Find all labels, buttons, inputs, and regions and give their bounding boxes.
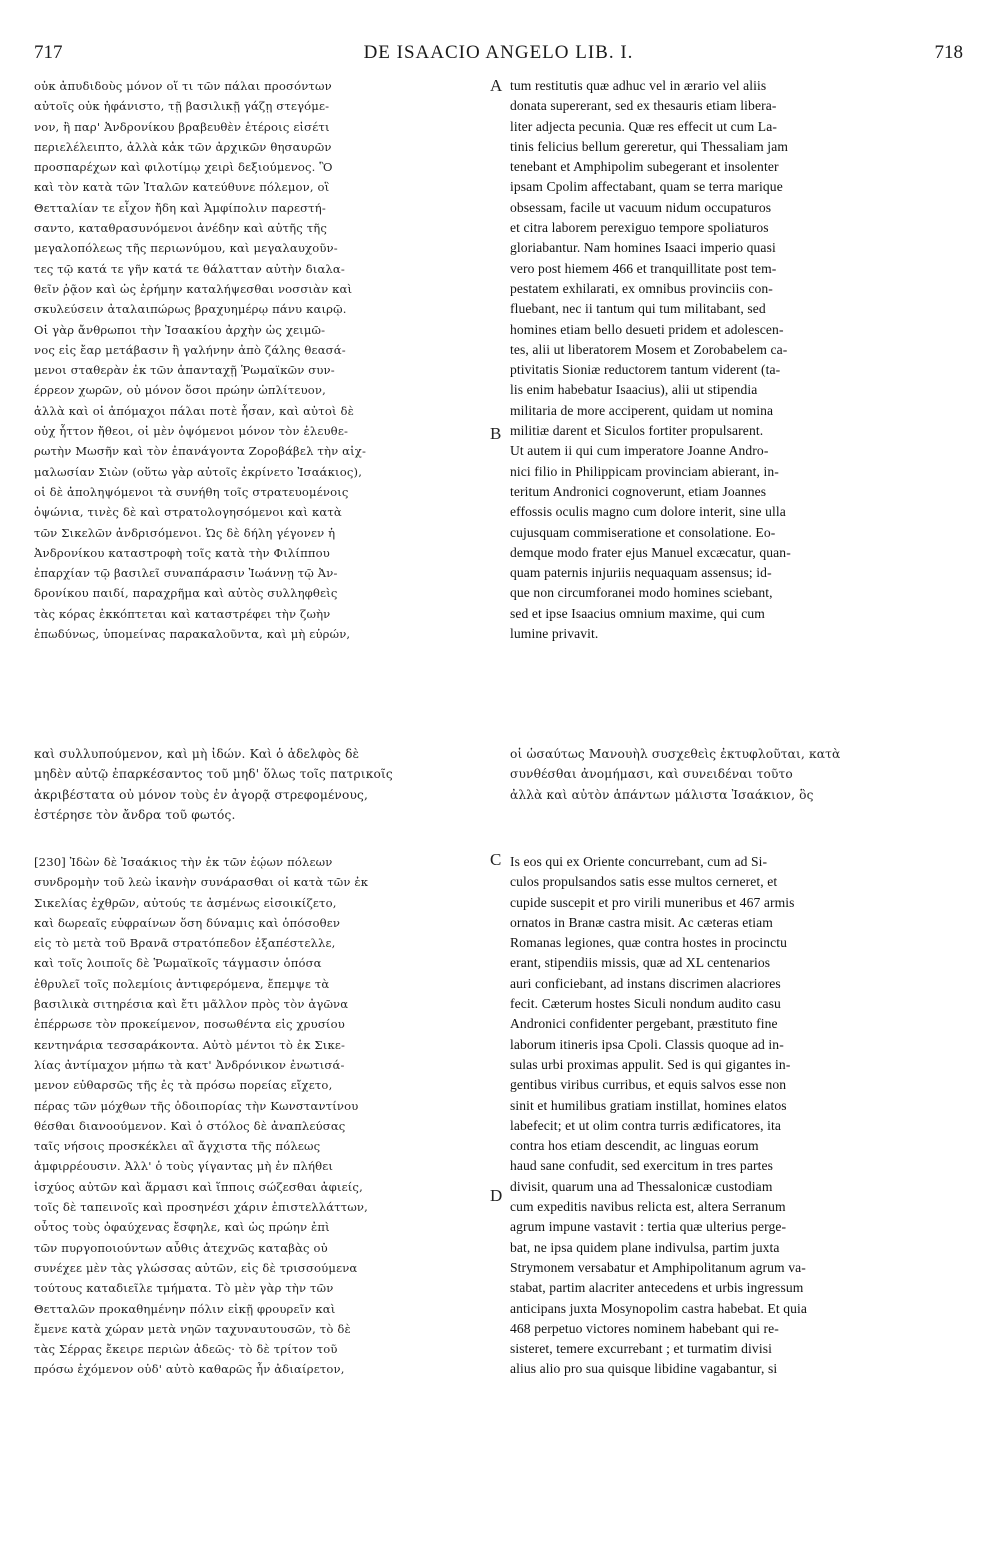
greek-line: έρρεον χωρῶν, οὐ μόνον ὅσοι πρώην ὡπλίτευον, (34, 383, 326, 398)
page-number-left: 717 (34, 42, 63, 63)
latin-line: Is eos qui ex Oriente concurrebant, cum ad Si- (510, 854, 768, 869)
greek-line: οὗτος τοὺς ὀφαύχενας ἔσφηλε, καὶ ὡς πρώην ἐπὶ (34, 1220, 330, 1235)
latin-line: erant, stipendiis missis, quæ ad XL centenarios (510, 955, 771, 971)
latin-line: liter adjecta pecunia. Quæ res effecit ut cum La- (510, 118, 777, 134)
latin-line: haud sane confudit, sed exercitum in tres partes (510, 1158, 773, 1174)
full-line-left: ἐστέρησε τὸν ἄνδρα τοῦ φωτός. (34, 807, 236, 822)
latin-line: agrum impune vastavit : tertia quæ ulterius perge- (510, 1219, 787, 1235)
greek-line: οὐκ ἀπυδιδοὺς μόνον οἵ τι τῶν πάλαι προσόντων (34, 79, 332, 93)
latin-line: sisteret, temere excurrebant ; et turmatim divisi (510, 1341, 772, 1357)
latin-line: cum expeditis navibus relicta est, altera Serranum (510, 1199, 786, 1215)
greek-line: ἐπωδύνως, ὑπομείνας παρακαλοῦντα, καὶ μὴ εὑρών, (34, 627, 351, 642)
latin-line: ornatos in Branæ castra misit. Ac cæteras etiam (510, 914, 773, 930)
greek-line: πέρας τῶν μόχθων τῆς ὁδοιπορίας τὴν Κωνσταντίνου (34, 1098, 359, 1113)
greek-line: ἐπαρχίαν τῷ βασιλεῖ συναπάρασιν Ἰωάννῃ τῷ Ἀν- (34, 566, 338, 581)
latin-line: tum restitutis quæ adhuc vel in ærario vel aliis (510, 78, 767, 93)
greek-line: αὐτοῖς οὐκ ἠφάνιστο, τῇ βασιλικῇ γάζῃ στεγόμε- (34, 99, 330, 114)
latin-line: ipsam Cpolim affectabant, quam se terra marique (510, 179, 783, 195)
greek-line: μενον εὐθαρσῶς τῆς ἐς τὰ πρόσω πορείας εἴχετο, (34, 1078, 333, 1093)
full-width-line (34, 744, 964, 764)
greek-line: καὶ τὸν κατὰ τῶν Ἰταλῶν κατεύθυνε πόλεμον, οἳ (34, 180, 330, 195)
greek-line: κεντηνάρια τεσσαράκοντα. Αὐτὸ μέντοι τὸ ἐκ Σικε- (34, 1037, 346, 1052)
latin-line: contra hos etiam descendit, ac linguas eorum (510, 1138, 759, 1154)
greek-line: μενοι σταθερὰν ἐκ τῶν ἁπανταχῇ Ῥωμαϊκῶν συν- (34, 363, 335, 378)
latin-column-1 (510, 76, 966, 644)
latin-line: ptivitatis Sioniæ reductorem tantum viderent (ta- (510, 362, 781, 378)
latin-line: teritum Andronici cognoverunt, etiam Joannes (510, 483, 767, 499)
marker-c: C (490, 850, 502, 869)
latin-line: effossis oculis magno cum dolore interit, sine ulla (510, 504, 786, 520)
latin-line: pestatem exhilarati, ex omnibus provinciis con- (510, 280, 773, 296)
marker-d: D (490, 1186, 503, 1205)
greek-line: ταῖς νήσοις προσκέκλει αἳ ἄγχιστα τῆς πόλεως (34, 1139, 321, 1154)
latin-line: militaria de more acciperent, quidam ut nomina (510, 402, 774, 418)
greek-line: ὀψώνια, τινὲς δὲ καὶ στρατολογησόμενοι καὶ κατὰ (34, 505, 342, 520)
greek-line: τες τῷ κατά τε γῆν κατά τε θάλατταν αὐτὴν διαλα- (34, 261, 345, 276)
greek-line: Οἱ γὰρ ἄνθρωποι τὴν Ἰσαακίου ἀρχὴν ὡς χειμῶ- (34, 322, 326, 337)
latin-line: auri conficiebant, ad instans discrimen alacriores (510, 975, 781, 991)
greek-line: μαλωσίαν Σιὼν (οὕτω γὰρ αὐτοῖς ἐκρίνετο Ἰσαάκιος), (34, 464, 363, 479)
latin-line: tinis felicius bellum gereretur, qui Thessaliam jam (510, 138, 788, 154)
full-width-line (34, 764, 964, 784)
latin-line: Romanas legiones, quæ contra hostes in procinctu (510, 935, 787, 951)
greek-line: σκυλεύσειν ἀταλαιπώρως βραχυημέρῳ πάνυ καιρῷ. (34, 302, 347, 317)
latin-line: vero post hiemem 466 et tranquillitate post tem- (510, 260, 777, 276)
latin-line: donata supererant, sed ex thesauris etiam libera- (510, 98, 777, 114)
full-line-right: συνθέσθαι ἀνομήμασι, καὶ συνειδέναι τοῦτο (510, 767, 793, 782)
greek-line: τῶν πυργοποιούντων αὖθις ἀτεχνῶς καταβὰς οὐ (34, 1240, 328, 1255)
latin-line: cujusquam commiseratione et consolatione. Eo- (510, 524, 776, 540)
greek-line: οὐχ ἧττον ἤθεοι, οἱ μὲν ὀψόμενοι μόνον τὸν ἐλευθε- (34, 424, 349, 439)
latin-line: cupide suscepit et pro virili muneribus et 467 armis (510, 894, 795, 910)
latin-line: gentibus viribus curribus, et equis salvos esse non (510, 1077, 787, 1093)
greek-line: Θετταλῶν προκαθημένην πόλιν εἰκῇ φρουρεῖν καὶ (34, 1301, 336, 1316)
greek-line: καὶ δωρεαῖς εὐφραίνων ὅση δύναμις καὶ ὁπόσοθεν (34, 915, 341, 930)
latin-line: Strymonem versabatur et Amphipolitanum agrum va- (510, 1259, 806, 1275)
latin-line: sed et ipse Isaacius omnium maxime, qui cum (510, 605, 765, 621)
greek-line: Σικελίας ἐχθρῶν, αὐτούς τε ἀσμένως εἰσοικίζετο, (34, 895, 337, 910)
full-line-left: καὶ συλλυπούμενον, καὶ μὴ ἰδών. Καὶ ὁ ἀδελφὸς δὲ (34, 747, 360, 761)
greek-line: θεῖν ῥᾷον καὶ ὡς ἐρήμην καταλήψεσθαι νοσσιὰν καὶ (34, 281, 353, 296)
greek-column-1 (34, 76, 486, 644)
greek-line: βασιλικὰ σιτηρέσια καὶ ἔτι μᾶλλον πρὸς τὸν ἀγῶνα (34, 997, 349, 1012)
latin-line: fluebant, nec ii tantum qui tum militabant, sed (510, 301, 766, 317)
full-line-left: ἀκριβέστατα οὐ μόνον τοὺς ἐν ἀγορᾷ στρεφομένους, (34, 787, 369, 802)
latin-line: quam paternis injuriis nequaquam assensus; id- (510, 565, 772, 581)
latin-line: que non circumforanei modo homines sciebant, (510, 585, 773, 601)
greek-line: ρωτὴν Μωσῆν καὶ τὸν ἐπανάγοντα Ζοροβάβελ τὴν αἰχ- (34, 444, 367, 459)
latin-line: tes, alii ut liberatorem Mosem et Zorobabelem ca- (510, 341, 788, 357)
greek-line: δρονίκου παιδί, παραχρῆμα καὶ αὐτὸς συλληφθεὶς (34, 586, 338, 601)
greek-line: λίας ἀντίμαχον μήπω τὰ κατ' Ἀνδρόνικον ἐνωτισά- (34, 1057, 345, 1072)
greek-line: [230] Ἰδὼν δὲ Ἰσαάκιος τὴν ἐκ τῶν ἐῴων πόλεων (34, 855, 333, 869)
greek-line: Ἀνδρονίκου καταστροφὴ τοῖς κατὰ τὴν Φιλίππου (34, 545, 330, 560)
latin-line: Andronici confidenter pergebant, præstituto fine (510, 1016, 778, 1032)
greek-line: ἔμενε κατὰ χώραν μετὰ νηῶν ταχυναυτουσῶν, τὸ δὲ (34, 1321, 351, 1336)
greek-line: πρόσω ἐχόμενον οὐδ' αὐτὸ καθαρῶς ἦν ἀδιαίρετον, (34, 1362, 345, 1377)
latin-line: bat, ne ipsa quidem plane indivulsa, partim juxta (510, 1239, 780, 1255)
greek-line: ἀλλὰ καὶ οἱ ἀπόμαχοι πάλαι ποτὲ ἦσαν, καὶ αὐτοὶ δὲ (34, 403, 354, 418)
greek-line: Θετταλίαν τε εἶχον ἤδη καὶ Ἀμφίπολιν παρεστή- (34, 200, 326, 215)
latin-line: divisit, quarum una ad Thessalonicæ custodiam (510, 1178, 773, 1194)
latin-line: 468 perpetuo victores nominem habebant qui re- (510, 1320, 779, 1336)
full-width-line (34, 785, 964, 805)
latin-line: labefecit; et ut olim contra turris ædificatores, ita (510, 1117, 782, 1133)
greek-line: τούτους καταδιεῖλε τμήματα. Τὸ μὲν γὰρ τὴν τῶν (34, 1281, 334, 1296)
greek-line: σαντο, καταθρασυνόμενοι ἀνέδην καὶ αὐτῆς τῆς (34, 221, 328, 236)
latin-line: lumine privavit. (510, 626, 599, 642)
page-number-right: 718 (934, 42, 963, 63)
greek-line: περιελέλειπτο, ἀλλὰ κἀκ τῶν ἀρχικῶν θησαυρῶν (34, 139, 332, 154)
full-width-lines (34, 744, 964, 826)
greek-line: τὰς Σέρρας ἔκειρε περιὼν ἀδεῶς· τὸ δὲ τρίτον τοῦ (34, 1342, 338, 1357)
latin-line: gloriabantur. Nam homines Isaaci imperio quasi (510, 240, 776, 256)
latin-line: militiæ darent et Siculos fortiter propulsarent. (510, 423, 764, 439)
latin-line: sulas urbi proximas appulit. Sed is qui gigantes in- (510, 1056, 791, 1072)
greek-line: τῶν Σικελῶν ἀνδρισόμενοι. Ὡς δὲ δήλη γέγονεν ἡ (34, 525, 336, 540)
latin-line: demque modo frater ejus Manuel excæcatur, quan- (510, 544, 791, 560)
latin-line: culos propulsandos satis esse multos cerneret, et (510, 874, 778, 890)
latin-line: sinit et humilibus gratiam instillat, homines elatos (510, 1097, 787, 1113)
marker-a: A (490, 76, 503, 95)
full-line-left: μηδὲν αὐτῷ ἐπαρκέσαντος τοῦ μηδ' ὅλως τοῖς πατρικοῖς (34, 767, 393, 782)
full-line-right: οἱ ὡσαύτως Μανουὴλ συσχεθεὶς ἐκτυφλοῦται, κατὰ (510, 747, 841, 761)
greek-line: τὰς κόρας ἐκκόπτεται καὶ καταστρέφει τὴν ζωὴν (34, 606, 331, 621)
latin-line: laborum itineris ipsa Cpoli. Classis quoque ad in- (510, 1036, 784, 1052)
marker-b: B (490, 424, 502, 443)
greek-line: συνέχεε μὲν τὰς γλώσσας αὐτῶν, εἰς δὲ τρισσούμενα (34, 1260, 358, 1275)
latin-line: lis enim habebatur Isaacius), alii ut stipendia (510, 382, 758, 398)
greek-line: ἀμφιρρέουσιν. Ἀλλ' ὁ τοὺς γίγαντας μὴ ἐν πλήθει (34, 1159, 334, 1174)
latin-column-2 (510, 852, 966, 1380)
greek-line: νος εἰς ἔαρ μετάβασιν ἢ γαλήνην ἀπὸ ζάλης θεασά- (34, 342, 346, 357)
latin-line: nici filio in Philippicam provinciam abierant, in- (510, 463, 779, 479)
full-line-right: ἀλλὰ καὶ αὐτὸν ἁπάντων μάλιστα Ἰσαάκιον, ὃς (510, 787, 814, 802)
greek-line: νον, ἢ παρ' Ἀνδρονίκου βραβευθὲν ἑτέροις εἰσέτι (34, 119, 330, 134)
greek-line: προσπαρέχων καὶ φιλοτίμῳ χειρὶ δεξιούμενος. Ὃ (34, 160, 333, 175)
latin-line: et citra laborem perexiguo tempore spoliaturos (510, 220, 769, 236)
latin-line: Ut autem ii qui cum imperatore Joanne Andro- (510, 443, 769, 459)
latin-line: stabat, partim alacriter antecedens et urbis ingressum (510, 1280, 804, 1296)
full-width-line (34, 805, 964, 825)
greek-line: μεγαλοπόλεως τῆς περιωνύμου, καὶ μεγαλαυχοῦν- (34, 241, 338, 256)
greek-line: εἰς τὸ μετὰ τοῦ Βρανᾶ στρατόπεδον ἐξαπέστελλε, (34, 936, 336, 951)
greek-line: ἐπέρρωσε τὸν προκείμενον, ποσωθέντα εἰς χρυσίου (34, 1017, 345, 1032)
greek-column-2 (34, 852, 486, 1380)
greek-line: οἱ δὲ ἀποληψόμενοι τὰ συνήθη τοῖς στρατευομένοις (34, 484, 349, 499)
running-title: DE ISAACIO ANGELO LIB. I. (363, 42, 634, 63)
latin-line: fecit. Cæterum hostes Siculi nondum audito casu (510, 996, 781, 1012)
greek-line: τοῖς δὲ ταπεινοῖς καὶ προσηνέσι χάριν ἐπιστελλάττων, (34, 1200, 368, 1215)
greek-line: καὶ τοῖς λοιποῖς δὲ Ῥωμαϊκοῖς τάγμασιν ὁπόσα (34, 956, 322, 971)
greek-line: συνδρομὴν τοῦ λεὼ ἱκανὴν συνάρασθαι οἱ κατὰ τῶν ἐκ (34, 875, 369, 890)
greek-line: ἐθρυλεῖ τοῖς πολεμίοις ἀντιφερόμενα, ἔπεμψε τὰ (34, 976, 330, 991)
latin-line: tenebant et Amphipolim subegerant et insolenter (510, 159, 779, 175)
greek-line: ἰσχύος αὐτῶν καὶ ἅρμασι καὶ ἵπποις σώζεσθαι ἀφιείς, (34, 1179, 363, 1194)
greek-line: θέσθαι διανοούμενον. Καὶ ὁ στόλος δὲ ἀναπλεύσας (34, 1118, 346, 1133)
latin-line: anticipans juxta Mosynopolim castra habebat. Et quia (510, 1300, 808, 1316)
latin-line: alius alio pro sua quisque libidine vagabantur, si (510, 1361, 778, 1377)
latin-line: obsessam, facile ut vacuum nidum occupaturos (510, 199, 772, 215)
page-header (34, 42, 963, 72)
latin-line: homines etiam bello desueti pridem et adolescen- (510, 321, 784, 337)
